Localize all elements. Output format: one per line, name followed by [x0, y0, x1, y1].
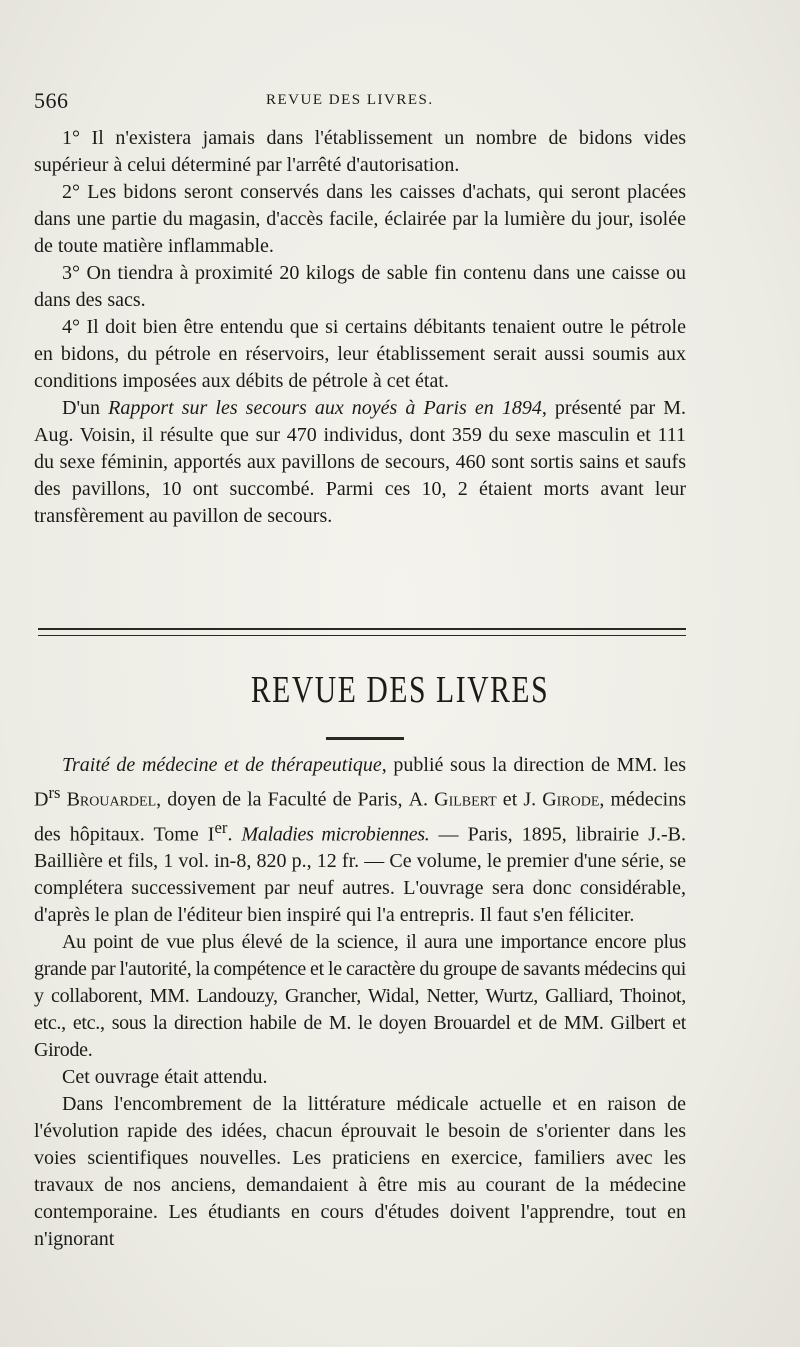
- author-brouardel: Brouardel: [66, 788, 157, 811]
- tome-superscript: er: [214, 817, 228, 837]
- review-text: .: [227, 823, 242, 846]
- section-divider: [38, 628, 686, 636]
- running-title: REVUE DES LIVRES.: [266, 92, 434, 108]
- review-text: , publié sous la direction de MM. les D: [34, 754, 686, 811]
- review-paragraph-2: Au point de vue plus élevé de la science, il aura une importance encore plus grande par l'autorité, la compétence et le caractère du groupe de savants médecins qui y collaborent, MM. Landouzy, Grancher, Widal, Netter, Wurtz, Galliard, Thoinot, etc., etc., sous la direction habile de M. le doyen Brouardel et de MM. Gilbert et Girode.: [34, 931, 686, 1062]
- review-text: , doyen de la Faculté de Paris,: [156, 788, 409, 811]
- rapport-title: Rapport sur les secours aux noyés à Paris en 1894: [108, 397, 542, 419]
- review-text: — Paris, 1895, librairie J.-B. Baillière et fils, 1 vol. in-8, 820 p., 12 fr. — Ce volume, le premier d'une série, se complétera successivement par neuf autres. L'ouvrage sera donc considérable, d'après le plan de l'éditeur bien inspiré qui l'a entrepris. Il faut s'en féliciter.: [34, 823, 686, 927]
- volume-title: Maladies microbiennes.: [241, 823, 430, 846]
- rapport-body: , présenté par M. Aug. Voisin, il résulte que sur 470 individus, dont 359 du sexe masculin et 111 du sexe féminin, apportés aux pavillons de secours, 460 sont sortis sains et saufs des pavillons, 10 ont succombé. Parmi ces 10, 2 étaient morts avant leur transfèrement au pavillon de secours.: [34, 397, 687, 527]
- body-text: [34, 125, 686, 530]
- paragraph-item-1: 1° Il n'existera jamais dans l'établissement un nombre de bidons vides supérieur à celui déterminé par l'arrêté d'autorisation.: [34, 127, 686, 176]
- paragraph-item-4: 4° Il doit bien être entendu que si certains débitants tenaient outre le pétrole en bidons, du pétrole en réservoirs, leur établissement serait aussi soumis aux conditions imposées aux débits de pétrole à cet état.: [34, 316, 686, 392]
- drs-superscript: rs: [48, 783, 61, 802]
- review-paragraph-1: [34, 752, 686, 929]
- paragraph-item-2: 2° Les bidons seront conservés dans les caisses d'achats, qui seront placées dans une partie du magasin, d'accès facile, éclairée par la lumière du jour, isolée de toute matière inflammable.: [34, 181, 686, 257]
- paragraph-item-3: 3° On tiendra à proximité 20 kilogs de sable fin contenu dans une caisse ou dans des sacs.: [34, 262, 686, 311]
- review-text: et: [496, 788, 524, 811]
- review-paragraph-4: Dans l'encombrement de la littérature médicale actuelle et en raison de l'évolution rapide des idées, chacun éprouvait le besoin de s'orienter dans les voies scientifiques nouvelles. Les praticiens en exercice, familiers avec les travaux de nos anciens, demandaient à être mis au courant de la médecine contemporaine. Les étudiants en cours d'études doivent l'apprendre, tout en n'ignorant: [34, 1093, 686, 1251]
- author-girode: J. Girode: [523, 788, 600, 811]
- book-review: [34, 752, 686, 1253]
- review-text: , médecins des hôpitaux. Tome I: [34, 788, 687, 846]
- rapport-lead: D'un: [62, 397, 109, 419]
- author-gilbert: A. Gilbert: [408, 788, 497, 811]
- title-underline: [326, 737, 404, 740]
- book-title: Traité de médecine et de thérapeutique: [62, 754, 382, 776]
- review-paragraph-3: Cet ouvrage était attendu.: [62, 1066, 268, 1089]
- paragraph-rapport: [34, 395, 686, 530]
- section-title: REVUE DES LIVRES: [250, 669, 550, 711]
- page-number: 566: [34, 88, 69, 113]
